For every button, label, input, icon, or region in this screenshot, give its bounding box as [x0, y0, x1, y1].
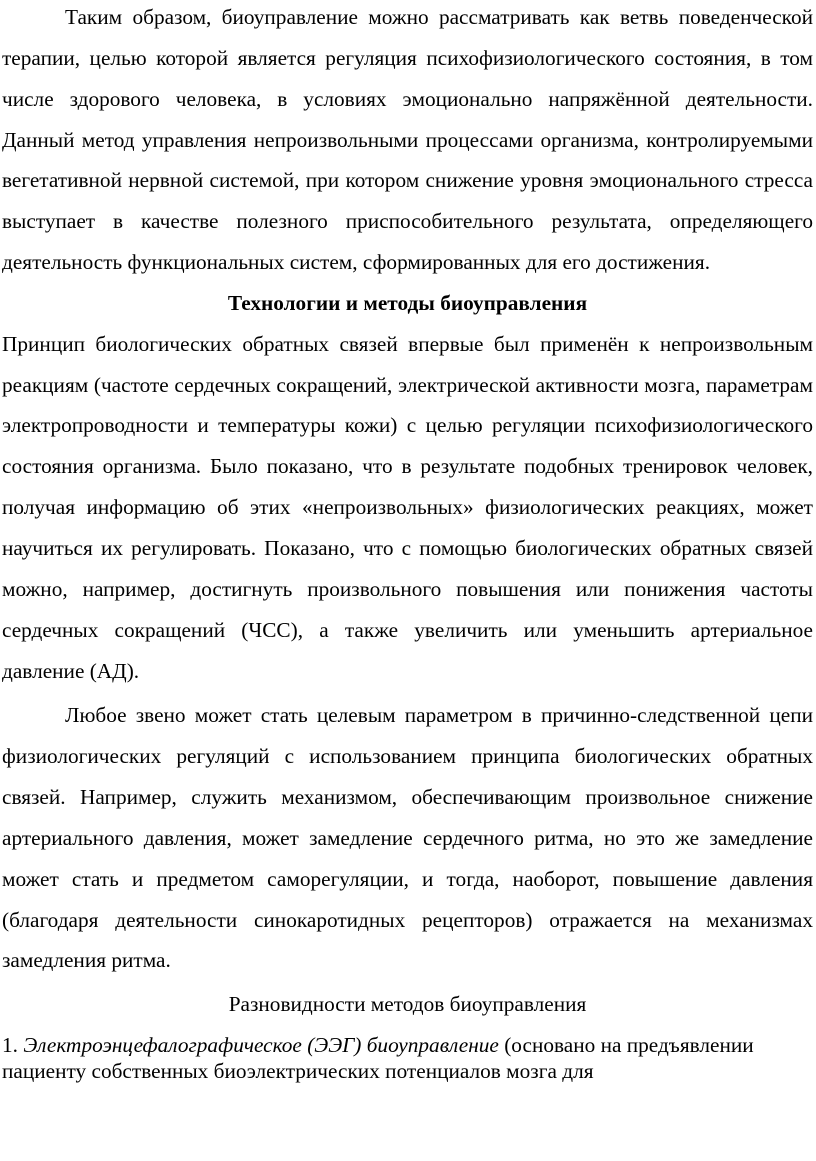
list-item-term: Электроэнцефалографическое (ЭЭГ) биоуправление: [23, 1033, 499, 1058]
paragraph-target-parameter: Любое звено может стать целевым параметром в причинно-следственной цепи физиологических регуляций с использованием принципа биологических обратных связей. Например, служить механизмом, обеспечивающим произвольное снижение артериального давления, может замедление сердечного ритма, но это же замедление может стать и предметом саморегуляции, и тогда, наоборот, повышение давления (благодаря деятельности синокаротидных рецепторов) отражается на механизмах замедления ритма.: [2, 703, 813, 973]
section-heading-technologies: Технологии и методы биоуправления: [227, 290, 588, 315]
list-item-eeg-biofeedback: [2, 1032, 813, 1084]
list-item-text: (основано на предъявлении пациенту собственных биоэлектрических потенциалов мозга для: [2, 1033, 754, 1084]
section-heading-method-types: Разновидности методов биоуправления: [228, 992, 587, 1017]
paragraph-feedback-principle: Принцип биологических обратных связей впервые был применён к непроизвольным реакциям (частоте сердечных сокращений, электрической активности мозга, параметрам электропроводности и температуры кожи) с целью регуляции психофизиологического состояния организма. Было показано, что в результате подобных тренировок человек, получая информацию об этих «непроизвольных» физиологических реакциях, может научиться их регулировать. Показано, что с помощью биологических обратных связей можно, например, достигнуть произвольного повышения или понижения частоты сердечных сокращений (ЧСС), а также увеличить или уменьшить артериальное давление (АД).: [2, 331, 813, 683]
list-item-number: 1.: [2, 1033, 18, 1058]
paragraph-biofeedback-definition: Таким образом, биоуправление можно рассматривать как ветвь поведенческой терапии, целью которой является регуляция психофизиологического состояния, в том числе здорового человека, в условиях эмоционально напряжённой деятельности. Данный метод управления непроизвольными процессами организма, контролируемыми вегетативной нервной системой, при котором снижение уровня эмоционального стресса выступает в качестве полезного приспособительного результата, определяющего деятельность функциональных систем, сформированных для его достижения.: [2, 5, 813, 275]
